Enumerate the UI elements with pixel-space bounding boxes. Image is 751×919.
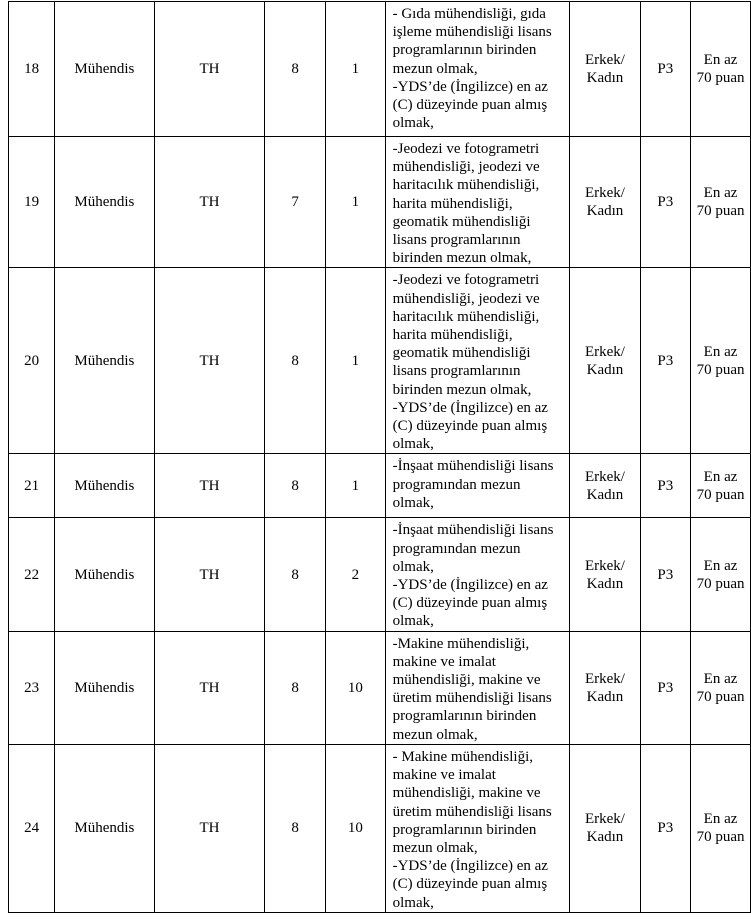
gender-cell-line: Kadın — [586, 829, 624, 846]
gender-cell — [570, 631, 640, 744]
requirements-cell-line: programlarının birinden — [392, 821, 537, 838]
requirements-cell — [385, 631, 570, 744]
gender-cell-line: Kadın — [586, 486, 624, 503]
min-score-cell-line: 70 puan — [696, 829, 745, 846]
position-count: 10 — [326, 631, 386, 744]
position-degree: 7 — [265, 137, 326, 268]
requirements-cell-line: (C) düzeyinde puan almış — [392, 595, 548, 612]
position-title: Mühendis — [55, 268, 155, 454]
table-row — [9, 268, 751, 454]
score-type: P3 — [640, 744, 690, 912]
requirements-cell-line: geomatik mühendisliği — [392, 213, 531, 230]
score-type: P3 — [640, 454, 690, 518]
requirements-cell-line: mezun olmak, — [392, 60, 478, 77]
gender-cell — [570, 137, 640, 268]
gender-cell-line: Kadın — [586, 688, 624, 705]
requirements-cell-line: makine ve imalat — [392, 653, 496, 670]
row-number: 20 — [9, 268, 55, 454]
table-row — [9, 137, 751, 268]
requirements-cell-line: haritacılık mühendisliği, — [392, 177, 540, 194]
min-score-cell-line: En az — [703, 468, 738, 485]
min-score-cell-line: En az — [703, 557, 738, 574]
gender-cell-line: Erkek/ — [584, 52, 625, 68]
requirements-cell-line: -İnşaat mühendisliği lisans — [392, 522, 554, 539]
requirements-cell-line: olmak, — [392, 558, 434, 575]
requirements-cell-line: programından mezun — [392, 540, 521, 557]
gender-cell-line: Kadın — [586, 70, 624, 86]
requirements-cell-line: olmak, — [392, 494, 434, 511]
requirements-cell-line: (C) düzeyinde puan almış — [392, 97, 548, 114]
gender-cell — [570, 744, 640, 912]
row-number: 23 — [9, 631, 55, 744]
requirements-cell — [385, 454, 570, 518]
requirements-cell-line: olmak, — [392, 894, 434, 911]
position-class: TH — [154, 137, 265, 268]
min-score-cell-line: En az — [703, 811, 738, 828]
position-degree: 8 — [265, 454, 326, 518]
table-row — [9, 631, 751, 744]
min-score-cell-line: 70 puan — [696, 70, 745, 86]
requirements-cell-line: programından mezun — [392, 476, 521, 493]
gender-cell — [570, 454, 640, 518]
gender-cell-line: Erkek/ — [584, 557, 625, 574]
gender-cell-line: Kadın — [586, 203, 624, 220]
position-title: Mühendis — [55, 454, 155, 518]
position-degree: 8 — [265, 744, 326, 912]
row-number: 19 — [9, 137, 55, 268]
requirements-cell-line: -Jeodezi ve fotogrametri — [392, 141, 540, 157]
requirements-cell-line: haritacılık mühendisliği, — [392, 308, 540, 325]
positions-table — [8, 1, 751, 913]
score-type: P3 — [640, 137, 690, 268]
row-number: 18 — [9, 2, 55, 137]
position-count: 1 — [326, 268, 386, 454]
position-degree: 8 — [265, 268, 326, 454]
requirements-cell-line: üretim mühendisliği lisans — [392, 803, 552, 820]
row-number: 21 — [9, 454, 55, 518]
position-title: Mühendis — [55, 744, 155, 912]
gender-cell-line: Erkek/ — [584, 811, 625, 828]
requirements-cell-line: lisans programlarının — [392, 232, 521, 249]
position-degree: 8 — [265, 631, 326, 744]
position-count: 1 — [326, 2, 386, 137]
requirements-cell-line: birinden mezun olmak, — [392, 381, 532, 398]
requirements-cell-line: -Jeodezi ve fotogrametri — [392, 272, 540, 289]
gender-cell-line: Erkek/ — [584, 185, 625, 202]
requirements-cell-line: -Makine mühendisliği, — [392, 635, 530, 652]
requirements-cell-line: -YDS’de (İngilizce) en az — [392, 78, 548, 95]
min-score-cell-line: En az — [703, 52, 738, 68]
position-title: Mühendis — [55, 2, 155, 137]
position-class: TH — [154, 268, 265, 454]
gender-cell-line: Erkek/ — [584, 670, 625, 687]
requirements-cell-line: - Makine mühendisliği, — [392, 748, 534, 765]
table-row — [9, 454, 751, 518]
min-score-cell-line: En az — [703, 343, 738, 360]
requirements-cell-line: mühendisliği, makine ve — [392, 785, 541, 802]
position-class: TH — [154, 631, 265, 744]
min-score-cell — [691, 518, 751, 631]
requirements-cell — [385, 2, 570, 137]
min-score-cell-line: 70 puan — [696, 361, 745, 378]
score-type: P3 — [640, 2, 690, 137]
row-number: 22 — [9, 518, 55, 631]
position-class: TH — [154, 2, 265, 137]
min-score-cell — [691, 744, 751, 912]
position-degree: 8 — [265, 518, 326, 631]
score-type: P3 — [640, 518, 690, 631]
requirements-cell-line: mühendisliği, jeodezi ve — [392, 159, 540, 176]
requirements-cell-line: programlarının birinden — [392, 42, 537, 59]
table-row — [9, 744, 751, 912]
gender-cell-line: Kadın — [586, 575, 624, 592]
table-body — [9, 2, 751, 913]
requirements-cell-line: - Gıda mühendisliği, gıda — [392, 6, 546, 22]
gender-cell-line: Kadın — [586, 361, 624, 378]
position-title: Mühendis — [55, 518, 155, 631]
requirements-cell-line: -YDS’de (İngilizce) en az — [392, 858, 548, 875]
requirements-cell-line: mezun olmak, — [392, 839, 478, 856]
position-title: Mühendis — [55, 631, 155, 744]
min-score-cell-line: 70 puan — [696, 575, 745, 592]
min-score-cell-line: 70 puan — [696, 203, 745, 220]
requirements-cell-line: harita mühendisliği, — [392, 195, 513, 212]
min-score-cell — [691, 631, 751, 744]
position-degree: 8 — [265, 2, 326, 137]
min-score-cell-line: 70 puan — [696, 688, 745, 705]
position-class: TH — [154, 518, 265, 631]
gender-cell — [570, 518, 640, 631]
min-score-cell-line: 70 puan — [696, 486, 745, 503]
requirements-cell-line: programlarının birinden — [392, 708, 537, 725]
requirements-cell-line: (C) düzeyinde puan almış — [392, 418, 548, 435]
requirements-cell-line: mühendisliği, jeodezi ve — [392, 290, 540, 307]
min-score-cell — [691, 454, 751, 518]
position-count: 1 — [326, 137, 386, 268]
min-score-cell — [691, 268, 751, 454]
row-number: 24 — [9, 744, 55, 912]
gender-cell-line: Erkek/ — [584, 468, 625, 485]
requirements-cell-line: olmak, — [392, 436, 434, 453]
requirements-cell-line: olmak, — [392, 115, 434, 132]
requirements-cell-line: -İnşaat mühendisliği lisans — [392, 458, 554, 475]
table-row — [9, 2, 751, 137]
position-class: TH — [154, 454, 265, 518]
requirements-cell-line: üretim mühendisliği lisans — [392, 690, 552, 707]
score-type: P3 — [640, 631, 690, 744]
requirements-cell-line: mezun olmak, — [392, 726, 478, 743]
position-count: 10 — [326, 744, 386, 912]
position-count: 1 — [326, 454, 386, 518]
position-class: TH — [154, 744, 265, 912]
requirements-cell — [385, 268, 570, 454]
min-score-cell — [691, 2, 751, 137]
gender-cell — [570, 2, 640, 137]
requirements-cell-line: birinden mezun olmak, — [392, 250, 532, 267]
requirements-cell — [385, 137, 570, 268]
requirements-cell-line: -YDS’de (İngilizce) en az — [392, 577, 548, 594]
requirements-cell-line: (C) düzeyinde puan almış — [392, 876, 548, 893]
gender-cell-line: Erkek/ — [584, 343, 625, 360]
min-score-cell-line: En az — [703, 185, 738, 202]
requirements-cell-line: -YDS’de (İngilizce) en az — [392, 399, 548, 416]
requirements-cell-line: olmak, — [392, 613, 434, 630]
requirements-cell — [385, 744, 570, 912]
position-count: 2 — [326, 518, 386, 631]
table-row — [9, 518, 751, 631]
gender-cell — [570, 268, 640, 454]
requirements-cell — [385, 518, 570, 631]
requirements-cell-line: mühendisliği, makine ve — [392, 672, 541, 689]
requirements-cell-line: geomatik mühendisliği — [392, 345, 531, 362]
min-score-cell-line: En az — [703, 670, 738, 687]
requirements-cell-line: işleme mühendisliği lisans — [392, 24, 552, 41]
position-title: Mühendis — [55, 137, 155, 268]
requirements-cell-line: harita mühendisliği, — [392, 327, 513, 344]
requirements-cell-line: makine ve imalat — [392, 767, 496, 784]
score-type: P3 — [640, 268, 690, 454]
requirements-cell-line: lisans programlarının — [392, 363, 521, 380]
min-score-cell — [691, 137, 751, 268]
